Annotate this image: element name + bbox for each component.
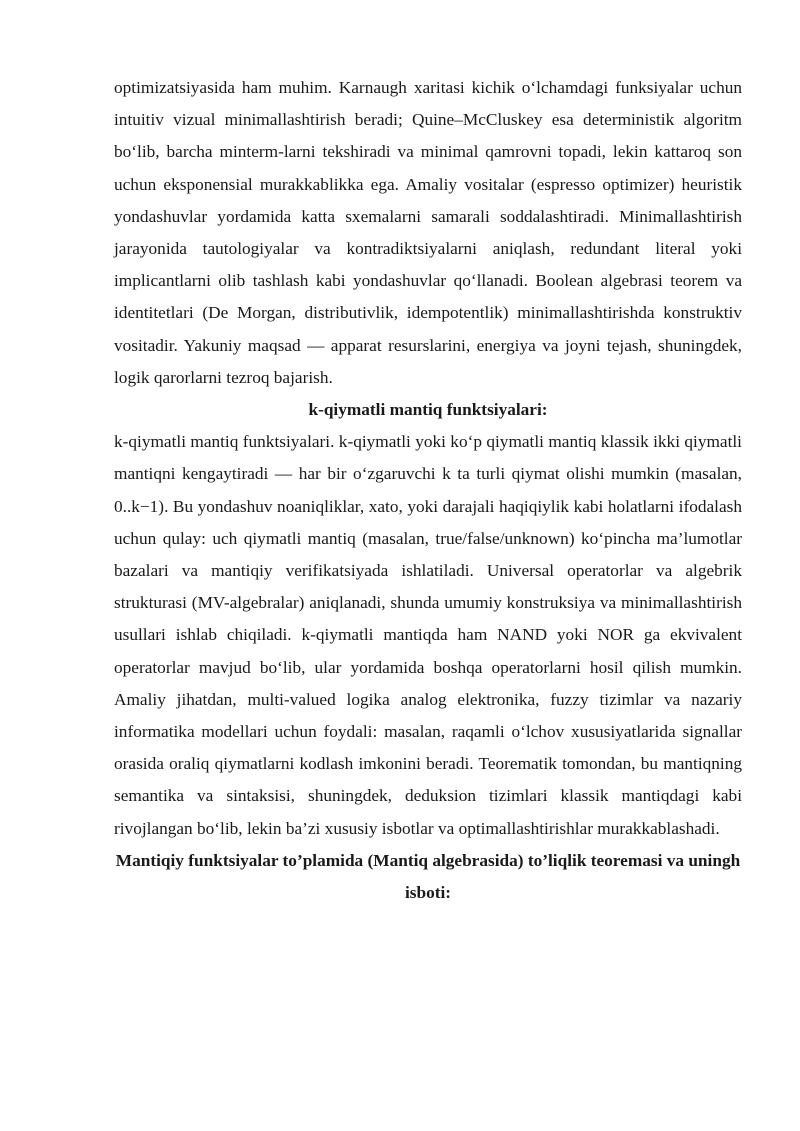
section-heading-completeness-theorem: Mantiqiy funktsiyalar to’plamida (Mantiq algebrasida) to’liqlik teoremasi va uningh isboti: xyxy=(115,850,741,903)
section-heading-k-valued-logic: k-qiymatli mantiq funktsiyalari: xyxy=(308,400,548,420)
body-paragraph-minimization: optimizatsiyasida ham muhim. Karnaugh xaritasi kichik o‘lchamdagi funksiyalar uchun intuitiv vizual minimallashtirish beradi; Quine–McCluskey esa deterministik algoritm bo‘lib, barcha minterm-larni tekshiradi va minimal qamrovni topadi, lekin kattaroq son uchun eksponensial murakkablikka ega. Amaliy vositalar (espresso optimizer) heuristik yondashuvlar yordamida katta sxemalarni samarali soddalashtiradi. Minimallashtirish jarayonida tautologiyalar va kontradiktsiyalarni aniqlash, redundant literal yoki implicantlarni olib tashlash kabi yondashuvlar qo‘llanadi. Boolean algebrasi teorem va identitetlari (De Morgan, distributivlik, idempotentlik) minimallashtirishda konstruktiv vositadir. Yakuniy maqsad — apparat resurslarini, energiya va joyni tejash, shuningdek, logik qarorlarni tezroq bajarish. xyxy=(114,78,742,387)
document-page xyxy=(114,72,742,909)
body-paragraph-k-valued-logic: k-qiymatli mantiq funktsiyalari. k-qiymatli yoki ko‘p qiymatli mantiq klassik ikki qiymatli mantiqni kengaytiradi — har bir o‘zgaruvchi k ta turli qiymat olishi mumkin (masalan, 0..k−1). Bu yondashuv noaniqliklar, xato, yoki darajali haqiqiylik kabi holatlarni ifodalash uchun qulay: uch qiymatli mantiq (masalan, true/false/unknown) ko‘pincha ma’lumotlar bazalari va mantiqiy verifikatsiyada ishlatiladi. Universal operatorlar va algebrik strukturasi (MV-algebralar) aniqlanadi, shunda umumiy konstruksiya va minimallashtirish usullari ishlab chiqiladi. k-qiymatli mantiqda ham NAND yoki NOR ga ekvivalent operatorlar mavjud bo‘lib, ular yordamida boshqa operatorlarni hosil qilish mumkin. Amaliy jihatdan, multi-valued logika analog elektronika, fuzzy tizimlar va nazariy informatika modellari uchun foydali: masalan, raqamli o‘lchov xususiyatlarida signallar orasida oraliq qiymatlarni kodlash imkonini beradi. Teorematik tomondan, bu mantiqning semantika va sintaksisi, shuningdek, deduksion tizimlari klassik mantiqdagi kabi rivojlangan bo‘lib, lekin ba’zi xususiy isbotlar va optimallashtirishlar murakkablashadi. xyxy=(114,432,742,838)
